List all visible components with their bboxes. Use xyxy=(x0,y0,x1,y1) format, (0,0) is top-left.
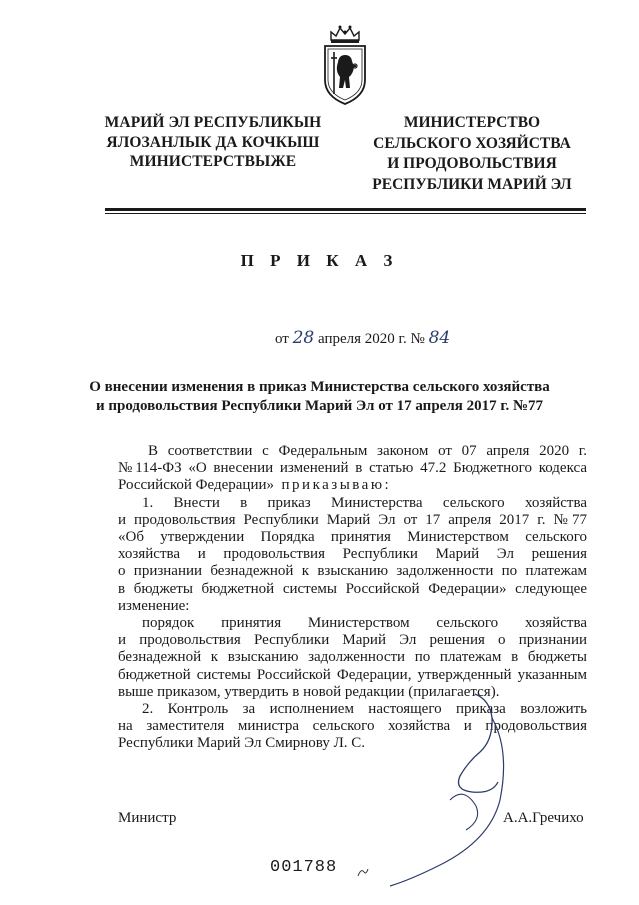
body-line: бюджетной системы Российской Федерации, утвержденный указанным xyxy=(118,666,587,683)
subject-line: О внесении изменения в приказ Министерства сельского хозяйства xyxy=(89,379,550,395)
body-line: и продовольствия Республики Марий Эл решения о признании xyxy=(118,632,587,649)
body-line: порядок принятия Министерством сельского хозяйства xyxy=(142,615,587,632)
header-right-line: МИНИСТЕРСТВО xyxy=(403,114,541,131)
coat-of-arms-icon xyxy=(321,22,369,106)
header-mari-name xyxy=(96,113,330,172)
subject-line: и продовольствия Республики Марий Эл от 17 апреля 2017 г. №77 xyxy=(95,398,544,414)
order-subject xyxy=(0,378,639,416)
header-left-line: МИНИСТЕРСТВЫЖЕ xyxy=(129,153,297,170)
body-line: в бюджеты бюджетной системы Российской Федерации» следующее xyxy=(118,580,587,597)
body-text: Российской Федерации» xyxy=(118,477,275,494)
signer-name: А.А.Гречихо xyxy=(503,810,584,826)
body-line: «Об утверждении Порядка принятия Министерством сельского xyxy=(118,529,587,546)
header-divider-thick xyxy=(105,208,586,211)
order-action-word: приказываю: xyxy=(281,477,392,494)
body-line: изменение: xyxy=(118,597,190,614)
order-number-handwritten: 84 xyxy=(428,328,451,348)
date-line xyxy=(275,328,450,348)
header-right-line: СЕЛЬСКОГО ХОЗЯЙСТВА xyxy=(373,134,571,152)
handwritten-signature xyxy=(380,690,530,890)
body-line: В соответствии с Федеральным законом от 07 апреля 2020 г. xyxy=(148,443,587,459)
body-line: №114-ФЗ «О внесении изменений в статью 47.2 Бюджетного кодекса xyxy=(118,460,587,477)
body-line: и продовольствия Республики Марий Эл от 17 апреля 2017 г. №77 xyxy=(118,511,587,528)
body-line: на заместителя министра сельского хозяйства и продовольствия xyxy=(118,718,587,735)
signer-position: Министр xyxy=(118,810,177,826)
header-right-line: И ПРОДОВОЛЬСТВИЯ xyxy=(387,155,557,172)
body-line: Республики Марий Эл Смирнову Л. С. xyxy=(118,735,366,752)
header-russian-name xyxy=(360,113,584,195)
date-day-handwritten: 28 xyxy=(292,328,315,348)
body-line: 1. Внести в приказ Министерства сельского хозяйства xyxy=(142,494,587,511)
body-line: о признании безнадежной к взысканию задолженности по платежам xyxy=(118,563,587,580)
body-line: 2. Контроль за исполнением настоящего приказа возложить xyxy=(142,701,587,718)
date-prefix: от xyxy=(275,331,289,347)
header-divider-thin xyxy=(105,213,586,214)
body-line: выше приказом, утвердить в новой редакции (прилагается). xyxy=(118,683,500,700)
body-line xyxy=(118,477,587,494)
body-line: безнадежной к взысканию задолженности по платежам в бюджеты xyxy=(118,649,587,666)
document-serial-number: 001788 xyxy=(270,858,338,877)
body-line: хозяйства и продовольствия Республики Марий Эл решения xyxy=(118,546,587,563)
scan-mark-icon xyxy=(356,866,370,878)
header-left-line: ЯЛОЗАНЛЫК ДА КОЧКЫШ xyxy=(106,133,320,151)
header-right-line: РЕСПУБЛИКИ МАРИЙ ЭЛ xyxy=(372,175,572,193)
date-month-year: апреля 2020 г. № xyxy=(318,331,425,347)
header-left-line: МАРИЙ ЭЛ РЕСПУБЛИКЫН xyxy=(104,114,322,131)
document-title: П Р И К А З xyxy=(240,251,399,270)
